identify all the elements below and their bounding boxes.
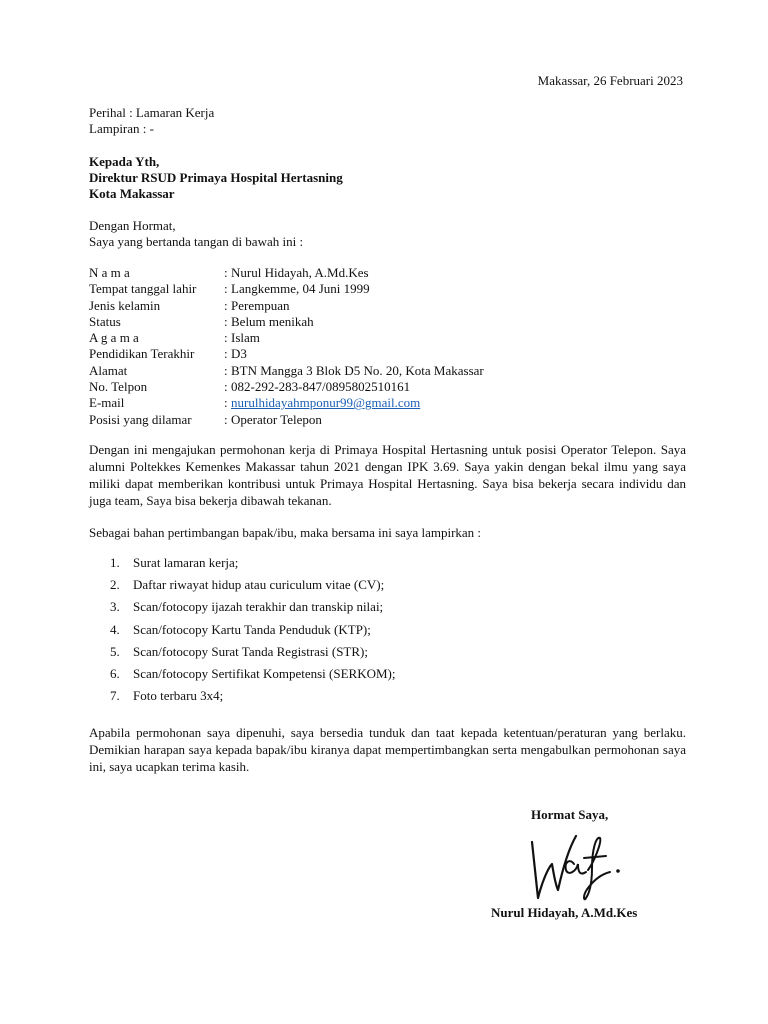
list-number: 4. <box>110 621 120 637</box>
identity-label: Posisi yang dilamar <box>89 411 192 427</box>
handwritten-signature <box>522 828 632 904</box>
recipient-line: Direktur RSUD Primaya Hospital Hertasning <box>89 170 343 185</box>
paragraph-application: Dengan ini mengajukan permohonan kerja di Primaya Hospital Hertasning untuk posisi Operator Telepon. Saya alumni Poltekkes Kemenkes Makassar tahun 2021 dengan IPK 3.69. Saya yakin dengan bekal ilmu yang saya miliki dapat memberikan kontribusi untuk Primaya Hospital Hertasning. Saya bisa bekerja secara individu dan juga team, Saya bisa bekerja dibawah tekanan. <box>89 442 686 508</box>
list-item <box>110 665 396 687</box>
identity-row <box>89 314 484 330</box>
identity-label: Status <box>89 313 121 329</box>
identity-separator: : <box>224 330 228 346</box>
place-date: Makassar, 26 Februari 2023 <box>537 73 683 88</box>
list-number: 3. <box>110 599 120 615</box>
identity-label: No. Telpon <box>89 379 148 395</box>
list-text: Scan/fotocopy ijazah terakhir dan transkip nilai; <box>133 599 384 615</box>
identity-label: Pendidikan Terakhir <box>89 346 195 362</box>
list-text: Surat lamaran kerja; <box>133 555 239 570</box>
greeting: Dengan Hormat, <box>89 218 176 233</box>
attachment-line: Lampiran : - <box>89 121 154 136</box>
opening-block <box>89 218 303 250</box>
paragraph-closing: Apabila permohonan saya dipenuhi, saya bersedia tunduk dan taat kepada ketentuan/peraturan yang berlaku. Demikian harapan saya kepada bapak/ibu kiranya dapat mempertimbangkan serta mengabulkan permohonan saya ini, saya ucapkan terima kasih. <box>89 725 686 774</box>
identity-row <box>89 298 484 314</box>
identity-label: N a m a <box>89 265 130 280</box>
list-number: 7. <box>110 688 120 704</box>
identity-row <box>89 363 484 379</box>
attachment-list <box>110 554 396 709</box>
list-number: 2. <box>110 577 120 593</box>
identity-value: 082-292-283-847/0895802510161 <box>231 379 411 395</box>
identity-row <box>89 265 484 281</box>
identity-separator: : <box>224 297 228 313</box>
paragraph-attachments-intro: Sebagai bahan pertimbangan bapak/ibu, maka bersama ini saya lampirkan : <box>89 525 482 540</box>
identity-separator: : <box>224 379 228 395</box>
identity-value: BTN Mangga 3 Blok D5 No. 20, Kota Makassar <box>231 362 484 378</box>
signer-name: Nurul Hidayah, A.Md.Kes <box>491 905 638 920</box>
identity-separator: : <box>224 281 228 297</box>
identity-label: Tempat tanggal lahir <box>89 281 197 297</box>
list-item <box>110 621 396 643</box>
email-link[interactable]: nurulhidayahmponur99@gmail.com <box>231 395 421 411</box>
identity-label: Jenis kelamin <box>89 297 161 313</box>
identity-value <box>231 395 484 411</box>
identity-value: Operator Telepon <box>231 411 322 427</box>
identity-label: Alamat <box>89 362 128 378</box>
list-text: Scan/fotocopy Surat Tanda Registrasi (STR); <box>133 643 368 659</box>
identity-value: D3 <box>231 346 247 362</box>
recipient-line: Kepada Yth, <box>89 154 160 169</box>
subject-block <box>89 105 214 137</box>
identity-row <box>89 379 484 395</box>
list-text: Foto terbaru 3x4; <box>133 688 224 704</box>
identity-value: Nurul Hidayah, A.Md.Kes <box>231 265 369 280</box>
closing-salutation: Hormat Saya, <box>531 807 609 822</box>
identity-value: Langkemme, 04 Juni 1999 <box>231 281 370 297</box>
identity-row <box>89 281 484 297</box>
identity-label: A g a m a <box>89 330 139 346</box>
identity-value: Perempuan <box>231 297 290 313</box>
identity-separator: : <box>224 346 228 362</box>
identity-separator: : <box>224 265 228 280</box>
identity-value: Belum menikah <box>231 313 314 329</box>
identity-table <box>89 265 484 428</box>
list-number: 5. <box>110 643 120 659</box>
identity-separator: : <box>224 411 228 427</box>
list-text: Scan/fotocopy Sertifikat Kompetensi (SERKOM); <box>133 665 396 681</box>
list-text: Daftar riwayat hidup atau curiculum vitae (CV); <box>133 577 385 593</box>
list-text: Scan/fotocopy Kartu Tanda Penduduk (KTP); <box>133 621 371 637</box>
identity-separator: : <box>224 313 228 329</box>
list-number: 1. <box>110 555 120 570</box>
list-item <box>110 643 396 665</box>
identity-row <box>89 330 484 346</box>
identity-value: Islam <box>231 330 260 346</box>
identity-separator: : <box>224 362 228 378</box>
intro-line: Saya yang bertanda tangan di bawah ini : <box>89 234 304 249</box>
identity-label: E-mail <box>89 395 125 411</box>
list-item <box>110 687 396 709</box>
identity-row <box>89 346 484 362</box>
list-item <box>110 576 396 598</box>
recipient-block <box>89 154 343 202</box>
identity-row <box>89 412 484 428</box>
list-item <box>110 554 396 576</box>
list-number: 6. <box>110 665 120 681</box>
recipient-line: Kota Makassar <box>89 186 175 201</box>
identity-separator: : <box>224 395 228 411</box>
identity-row <box>89 395 484 411</box>
subject-line: Perihal : Lamaran Kerja <box>89 105 215 120</box>
list-item <box>110 598 396 620</box>
